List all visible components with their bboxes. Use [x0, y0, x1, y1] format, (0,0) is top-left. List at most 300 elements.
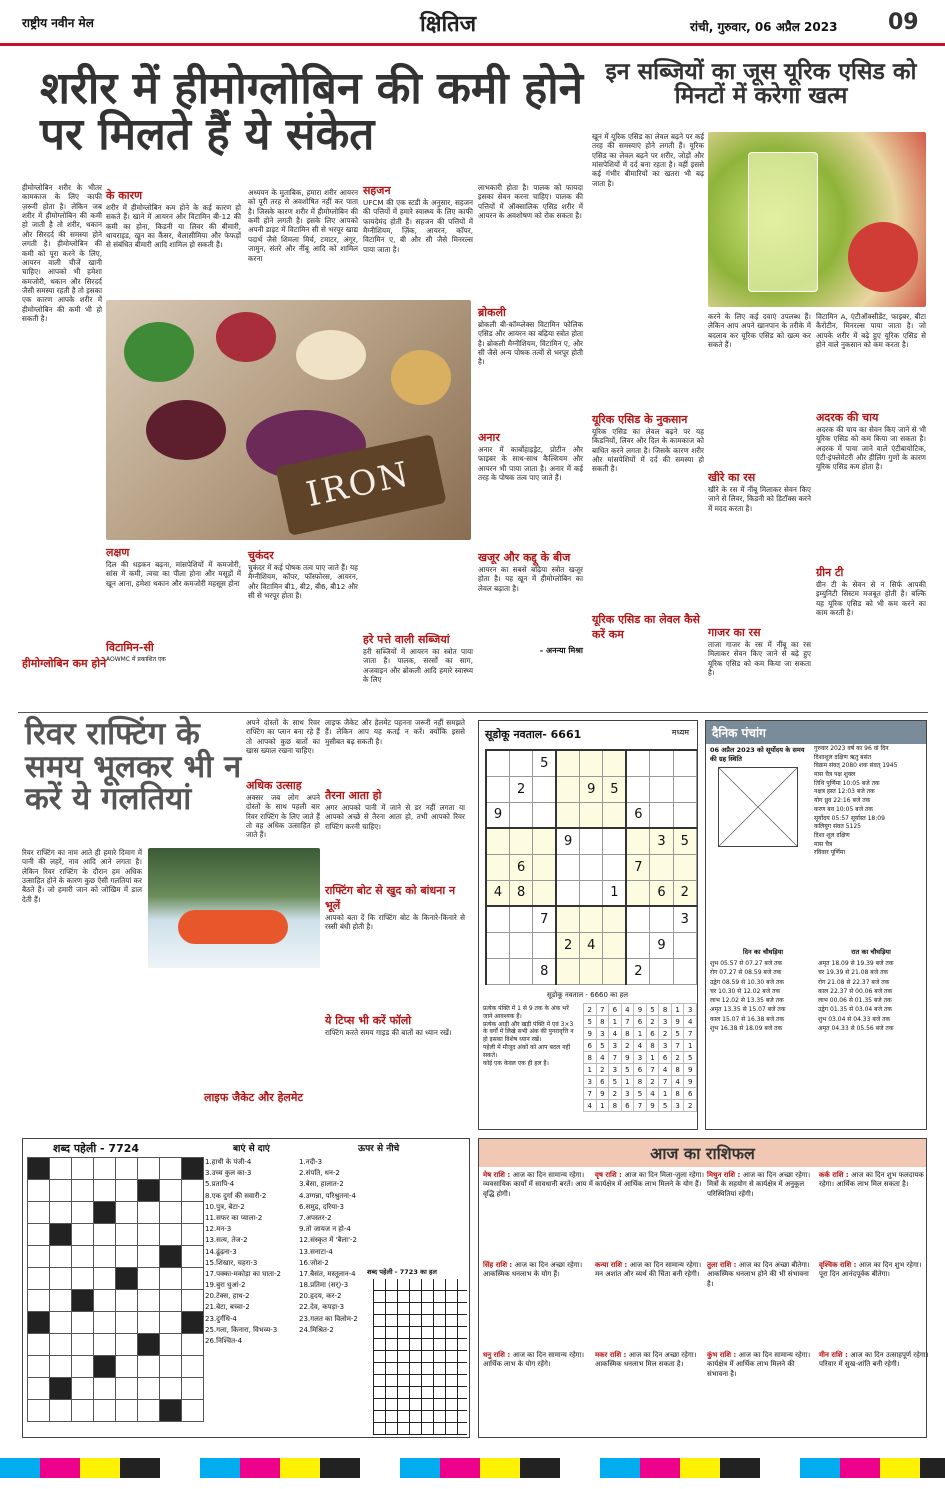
rashi-text: आज का दिन सामान्य रहेगा। व्यवसायिक कार्यों में सावधानी बरतें। आय में वृद्धि होगी।: [483, 1171, 593, 1198]
rule-4: कोई एक केवल एक ही हल है।: [483, 1059, 549, 1067]
panchang-line: करण बव 10:05 बजे तक: [814, 805, 873, 813]
answer-cell: 4: [659, 1064, 672, 1076]
answer-cell: 9: [621, 1052, 634, 1064]
choghadiya-row: चर 19.39 से 21.08 बजे तक: [818, 969, 889, 977]
sudoku-cell[interactable]: 3: [673, 906, 696, 932]
crossword-cell[interactable]: [28, 1158, 50, 1180]
sudoku-cell[interactable]: 2: [556, 932, 579, 958]
crossword-cell[interactable]: [138, 1202, 160, 1224]
choghadiya-row: अमृत 18.09 से 19.39 बजे तक: [818, 960, 894, 967]
crossword-cell[interactable]: [50, 1378, 72, 1400]
answer-cell: 3: [671, 1100, 684, 1112]
sudoku-cell[interactable]: 4: [486, 880, 509, 906]
sudoku-cell[interactable]: [650, 906, 673, 932]
crossword-cell[interactable]: [72, 1180, 94, 1202]
crossword-cell[interactable]: [116, 1202, 138, 1224]
beet-bowl: [146, 400, 226, 460]
crossword-answer-grid: [373, 1279, 467, 1435]
hariveg-block: [363, 548, 473, 707]
sudoku-cell[interactable]: [580, 906, 603, 932]
panchang-line: मास चैत्र पक्ष शुक्ल: [814, 771, 856, 779]
nuts-bowl: [296, 330, 366, 380]
rashifal-grid: [479, 1167, 929, 1443]
khira-heading: खीरे का रस: [708, 471, 756, 484]
sudoku-cell[interactable]: [673, 750, 696, 776]
choghadiya-row: काल 22.37 से 00.06 बजे तक: [818, 987, 893, 995]
sudoku-cell[interactable]: 9: [650, 932, 673, 958]
khira-text: खीरे के रस में नींबू मिलाकर सेवन किए जाने से लिवर, किडनी को डिटॉक्स करने में मदद करता है।: [708, 485, 811, 513]
crossword-cell[interactable]: [138, 1158, 160, 1180]
nuksan-heading: यूरिक एसिड के नुकसान: [592, 413, 688, 426]
sudoku-cell[interactable]: [673, 932, 696, 958]
crossword-cell[interactable]: [182, 1180, 204, 1202]
answer-cell: 4: [646, 1088, 659, 1100]
crossword-clue: 23.दुर्गंधि-4: [205, 1314, 237, 1323]
sudoku-cell[interactable]: [556, 776, 579, 802]
crossword-cell[interactable]: [116, 1400, 138, 1422]
sudoku-cell[interactable]: [626, 880, 649, 906]
sudoku-cell[interactable]: [509, 828, 532, 854]
answer-cell: 6: [634, 1064, 647, 1076]
sudoku-cell[interactable]: 1: [603, 880, 626, 906]
down-title: ऊपर से नीचे: [358, 1144, 400, 1154]
crossword-cell[interactable]: [160, 1180, 182, 1202]
sudoku-cell[interactable]: [533, 776, 556, 802]
answer-cell: 5: [609, 1076, 622, 1088]
sudoku-cell[interactable]: 2: [509, 776, 532, 802]
hb-low-heading: हीमोग्लोबिन कम होने: [22, 657, 107, 670]
rashi-item: [483, 1261, 593, 1349]
crossword-cell[interactable]: [160, 1312, 182, 1334]
boat-text: आपको बता दें कि राफ्टिंग बोट के किनारे-किनारे से रस्सी बंधी होती है।: [325, 913, 465, 932]
rashi-text: आज का दिन मिला-जुला रहेगा। कार्यक्षेत्र में आर्थिक लाभ मिलने के योग हैं।: [595, 1171, 704, 1189]
article2-headline: इन सब्जियों का जूस यूरिक एसिड को मिनटों में करेगा खत्म: [605, 59, 917, 110]
crossword-cell[interactable]: [28, 1224, 50, 1246]
answer-cell: 3: [621, 1088, 634, 1100]
rashi-text: आज का दिन शुभ रहेगा। पूरा दिन आनंदपूर्वक बीतेगा।: [819, 1261, 922, 1279]
sudoku-cell[interactable]: [650, 802, 673, 828]
answer-cell: 7: [634, 1100, 647, 1112]
rashi-name: धनु राशि :: [483, 1351, 513, 1359]
sudoku-cell[interactable]: [486, 932, 509, 958]
sudoku-cell[interactable]: [580, 958, 603, 984]
crossword-title: शब्द पहेली - 7724: [53, 1142, 140, 1155]
crossword-cell[interactable]: [182, 1202, 204, 1224]
crossword-cell[interactable]: [72, 1378, 94, 1400]
life-heading: लाइफ जैकेट और हेलमेट: [204, 1091, 304, 1104]
sudoku-cell[interactable]: 3: [650, 828, 673, 854]
crossword-cell[interactable]: [182, 1378, 204, 1400]
sudoku-cell[interactable]: [556, 802, 579, 828]
boat-heading: राफ्टिंग बोट से खुद को बांधना न भूलें: [325, 884, 456, 912]
answer-cell: 5: [634, 1088, 647, 1100]
crossword-cell[interactable]: [160, 1246, 182, 1268]
sahjan-text: UFCM की एक स्टडी के अनुसार, सहजन की पत्तियों में हमारे स्वास्थ्य के लिए काफी फायदेमंद होती हैं। सहजन की पत्तियों में मैग्नीशियम, ज़िंक, आयरन, कॉपर, विटामिन ए, बी और सी जैसे मिनरल्स पाया जाता है।: [363, 198, 473, 254]
crossword-cell[interactable]: [182, 1158, 204, 1180]
panchang-line: दिशाशूल दक्षिण ऋतु बसंत: [814, 753, 872, 761]
sudoku-cell[interactable]: [580, 854, 603, 880]
sudoku-cell[interactable]: [509, 906, 532, 932]
crossword-cell[interactable]: [116, 1268, 138, 1290]
crossword-cell[interactable]: [182, 1356, 204, 1378]
choghadiya-row: अमृत 13.35 से 15.07 बजे तक: [710, 1006, 786, 1014]
beans-bowl: [216, 312, 276, 362]
sudoku-cell[interactable]: 5: [603, 776, 626, 802]
crossword-clue: 21.बेटा, बच्चा-2: [205, 1303, 250, 1312]
crossword-cell[interactable]: [116, 1224, 138, 1246]
sudoku-cell[interactable]: [509, 932, 532, 958]
rule-1: प्रत्येक पंक्ति में 1 से 9 तक के अंक भरें जाने आवश्यक हैं।: [483, 1005, 569, 1020]
choghadiya-row: शुभ 16.38 से 18.09 बजे तक: [710, 1025, 783, 1033]
crossword-cell[interactable]: [138, 1356, 160, 1378]
crossword-cell[interactable]: [28, 1312, 50, 1334]
sudoku-cell[interactable]: [533, 932, 556, 958]
crossword-cell[interactable]: [94, 1334, 116, 1356]
crossword-cell[interactable]: [160, 1224, 182, 1246]
sudoku-cell[interactable]: [556, 906, 579, 932]
sudoku-cell[interactable]: [673, 854, 696, 880]
answer-cell: 1: [609, 1016, 622, 1028]
khajur-heading: खजूर और कद्दू के बीज: [478, 551, 571, 564]
crossword-cell[interactable]: [160, 1378, 182, 1400]
answer-cell: 2: [621, 1040, 634, 1052]
answer-cell: 2: [671, 1052, 684, 1064]
crossword-cell[interactable]: [94, 1268, 116, 1290]
crossword-cell[interactable]: [160, 1356, 182, 1378]
crossword-cell[interactable]: [94, 1158, 116, 1180]
crossword-clue: 2.संपति, धन-2: [299, 1169, 340, 1178]
rule-2: प्रत्येक आड़ी और खड़ी पंक्ति में एवं 3×3 के वर्गों में लिखे सभी अंक की पुनरावृत्ति न हो इसका विशेष ध्यान रखें।: [483, 1020, 574, 1044]
sudoku-cell[interactable]: [673, 958, 696, 984]
answer-cell: 7: [671, 1040, 684, 1052]
across-title: बाएं से दाएं: [233, 1144, 270, 1154]
crossword-cell[interactable]: [182, 1290, 204, 1312]
rashi-text: आज का दिन शुभ फलदायक रहेगा। आर्थिक लाभ मिल सकता है।: [819, 1171, 924, 1189]
tips-text: राफ्टिंग करते समय गाइड की बातों का ध्यान रखें।: [325, 1028, 452, 1037]
crossword-cell[interactable]: [28, 1378, 50, 1400]
sudoku-cell[interactable]: [533, 854, 556, 880]
crossword-cell[interactable]: [116, 1158, 138, 1180]
panchang-line: तिथि पूर्णिमा 10:05 बजे तक: [814, 779, 880, 787]
crossword-cell[interactable]: [50, 1158, 72, 1180]
article3-headline: रिवर राफ्टिंग के समय भूलकर भी न करें ये गलतियां: [25, 716, 242, 818]
sudoku-cell[interactable]: [486, 906, 509, 932]
answer-cell: 7: [596, 1004, 609, 1016]
hariveg-heading: हरे पत्ते वाली सब्जियां: [363, 633, 450, 646]
sudoku-cell[interactable]: [556, 854, 579, 880]
sudoku-cell[interactable]: [603, 854, 626, 880]
crossword-cell[interactable]: [50, 1312, 72, 1334]
brocoli-heading: ब्रोकली: [478, 306, 506, 319]
sudoku-cell[interactable]: [626, 906, 649, 932]
sudoku-cell[interactable]: [556, 880, 579, 906]
crossword-cell[interactable]: [28, 1202, 50, 1224]
answer-cell: 8: [634, 1076, 647, 1088]
rashifal-box: [478, 1138, 927, 1438]
choghadiya-row: शुभ 05.57 से 07.27 बजे तक: [710, 960, 783, 967]
panchang-subtitle: 06 अप्रैल 2023 को सूर्योदय के समय की ग्रह स्थिति: [710, 746, 805, 763]
crossword-cell[interactable]: [160, 1400, 182, 1422]
crossword-cell[interactable]: [28, 1334, 50, 1356]
rashi-name: सिंह राशि :: [483, 1261, 515, 1269]
sudoku-cell[interactable]: [533, 880, 556, 906]
sudoku-cell[interactable]: [603, 906, 626, 932]
sudoku-cell[interactable]: 2: [626, 958, 649, 984]
crossword-clue: 17.पक्का-मकोड़ा का घाता-2: [205, 1269, 281, 1278]
sudoku-cell[interactable]: 9: [580, 776, 603, 802]
crossword-cell[interactable]: [94, 1202, 116, 1224]
answer-cell: 4: [671, 1076, 684, 1088]
sudoku-cell[interactable]: [533, 828, 556, 854]
sudoku-box: [478, 720, 698, 1130]
sudoku-cell[interactable]: [626, 776, 649, 802]
adhik-text: अक्सर जब लोग अपने दोस्तों के साथ पहली बार रिवर राफ्टिंग के लिए जाते हैं तो वह अधिक उत्साहित हो जाते हैं।: [246, 793, 320, 840]
rashi-text: आज का दिन सामान्य रहेगा। आर्थिक लाभ के योग रहेंगे।: [483, 1351, 585, 1369]
crossword-cell[interactable]: [50, 1180, 72, 1202]
choghadiya-row: लाभ 00.06 से 01.35 बजे तक: [818, 997, 892, 1005]
answer-cell: 2: [646, 1016, 659, 1028]
crossword-cell[interactable]: [160, 1334, 182, 1356]
sudoku-cell[interactable]: [626, 932, 649, 958]
answer-cell: 7: [621, 1016, 634, 1028]
crossword-clue: 22.देव, कपड़ा-3: [299, 1303, 345, 1312]
apple: [848, 222, 918, 292]
crossword-cell[interactable]: [50, 1334, 72, 1356]
day-choghadiya: [710, 959, 816, 1033]
sudoku-cell[interactable]: [580, 750, 603, 776]
crossword-cell[interactable]: [116, 1246, 138, 1268]
sudoku-cell[interactable]: 6: [650, 880, 673, 906]
sahjan-heading: सहजन: [363, 184, 391, 197]
crossword-cell[interactable]: [138, 1246, 160, 1268]
crossword-cell[interactable]: [116, 1290, 138, 1312]
crossword-clue: 24.मिश्रित-2: [299, 1325, 334, 1334]
sudoku-cell[interactable]: [603, 802, 626, 828]
crossword-cell[interactable]: [160, 1268, 182, 1290]
crossword-cell[interactable]: [160, 1202, 182, 1224]
sudoku-cell[interactable]: 9: [486, 802, 509, 828]
sudoku-cell[interactable]: 9: [556, 828, 579, 854]
crossword-cell[interactable]: [138, 1290, 160, 1312]
crossword-cell[interactable]: [72, 1268, 94, 1290]
sudoku-cell[interactable]: 8: [533, 958, 556, 984]
crossword-cell[interactable]: [72, 1356, 94, 1378]
crossword-cell[interactable]: [160, 1158, 182, 1180]
sudoku-cell[interactable]: [626, 828, 649, 854]
crossword-cell[interactable]: [182, 1268, 204, 1290]
sudoku-cell[interactable]: [626, 750, 649, 776]
article3-col2-text: अपने दोस्तों के साथ रिवर राफ्टिंग का प्लान बना रहे हैं तो आपको कुछ बातों का खास ख्याल रखना चाहिए।: [246, 718, 320, 756]
rule-3: पहेली में मौजूद अंकों को आप बदल नहीं सकते।: [483, 1043, 571, 1059]
rashi-item: [819, 1351, 929, 1439]
crossword-cell[interactable]: [72, 1312, 94, 1334]
crossword-cell[interactable]: [138, 1224, 160, 1246]
answer-cell: 2: [609, 1088, 622, 1100]
crossword-cell[interactable]: [50, 1290, 72, 1312]
crossword-cell[interactable]: [94, 1290, 116, 1312]
sudoku-cell[interactable]: [486, 828, 509, 854]
adrak-text: अदरक की चाय का सेवन किए जाने से भी यूरिक एसिड को कम किया जा सकता है। अदरक में पाया जाने वाले एंटीबायोटिक, एंटी-इंफ्लेमेटरी और हीलिंग गुणों के कारण यूरिक एसिड कम होता है।: [816, 425, 926, 472]
crossword-cell[interactable]: [138, 1334, 160, 1356]
sudoku-cell[interactable]: [509, 750, 532, 776]
crossword-cell[interactable]: [138, 1312, 160, 1334]
crossword-cell[interactable]: [28, 1268, 50, 1290]
sudoku-cell[interactable]: [533, 802, 556, 828]
sudoku-cell[interactable]: 5: [533, 750, 556, 776]
sudoku-cell[interactable]: 5: [673, 828, 696, 854]
crossword-clue: 13.सत्य, तेज-2: [205, 1236, 248, 1245]
sudoku-cell[interactable]: [603, 750, 626, 776]
sudoku-cell[interactable]: 6: [626, 802, 649, 828]
section-title: क्षितिज: [420, 12, 477, 37]
crossword-clue: 12.मन-3: [205, 1225, 232, 1234]
sudoku-cell[interactable]: [509, 958, 532, 984]
choghadiya-row: लाभ 12.02 से 13.35 बजे तक: [710, 997, 784, 1005]
crossword-cell[interactable]: [50, 1356, 72, 1378]
sudoku-cell[interactable]: [580, 880, 603, 906]
crossword-cell[interactable]: [94, 1246, 116, 1268]
article1-col3: अध्ययन के मुताबिक, हमारा शरीर आयरन को पूरी तरह से अवशोषित नहीं कर पाता है। जिसके कारण शरीर में हीमोग्लोबिन की कमी होने लगती है। इसके लिए आपको अपनी डाइट में विटामिन सी से भरपूर खाद्य पदार्थ जैसे शिमला मिर्च, टमाटर, अंगूर, जामुन, संतरे और नींबू आदि को शामिल करना: [248, 188, 358, 263]
answer-cell: 9: [596, 1088, 609, 1100]
crossword-cell[interactable]: [182, 1400, 204, 1422]
sudoku-cell[interactable]: 2: [673, 880, 696, 906]
answer-cell: 3: [596, 1028, 609, 1040]
sudoku-cell[interactable]: [650, 776, 673, 802]
crossword-cell[interactable]: [28, 1356, 50, 1378]
crossword-clue: 26.निश्चित-4: [205, 1337, 243, 1345]
crossword-cell[interactable]: [94, 1356, 116, 1378]
crossword-cell[interactable]: [160, 1290, 182, 1312]
panchang-line: गुरुवार 2023 वर्ष का 96 वां दिन: [814, 745, 889, 752]
crossword-answer-title: शब्द पहेली - 7723 का हल: [367, 1268, 437, 1276]
crossword-cell[interactable]: [28, 1180, 50, 1202]
sudoku-cell[interactable]: [580, 828, 603, 854]
crossword-cell[interactable]: [50, 1224, 72, 1246]
crossword-cell[interactable]: [116, 1334, 138, 1356]
article1-col2-text: शरीर में हीमोग्लोबिन कम होने के कई कारण हो सकते हैं। खाने में आयरन और विटामिन बी-12 की कमी का होना, किडनी या लिवर की बीमारी, थायराइड, खून का कैंसर, थैलासीमिया और फेफड़ों से संबंधित बीमारी आदि शामिल हो सकती हैं।: [106, 203, 241, 250]
rashi-text: आज का दिन सामान्य रहेगा। कार्यक्षेत्र में आर्थिक लाभ मिलने की संभावना है।: [707, 1351, 811, 1378]
crossword-cell[interactable]: [50, 1268, 72, 1290]
answer-cell: 4: [634, 1040, 647, 1052]
raft: [178, 910, 288, 944]
rashi-name: कुंभ राशि :: [707, 1351, 739, 1359]
crossword-cell[interactable]: [116, 1378, 138, 1400]
sudoku-cell[interactable]: [556, 750, 579, 776]
article1-col2-heading: के कारण: [106, 189, 143, 202]
sudoku-cell[interactable]: [650, 854, 673, 880]
sudoku-cell[interactable]: [603, 932, 626, 958]
hariveg-text: हरी सब्जियों में आयरन का स्त्रोत पाया जाता है। पालक, सरसों का साग, अजवाइन और ब्रोकली आदि हमारे स्वास्थ्य के लिए: [363, 647, 473, 685]
sudoku-cell[interactable]: [673, 802, 696, 828]
crossword-clue: 19.बुरा धुआं-2: [205, 1281, 246, 1290]
crossword-cell[interactable]: [94, 1378, 116, 1400]
sudoku-cell[interactable]: [486, 776, 509, 802]
crossword-cell[interactable]: [72, 1224, 94, 1246]
crossword-cell[interactable]: [72, 1334, 94, 1356]
rashi-item: [595, 1171, 705, 1259]
answer-cell: 8: [659, 1004, 672, 1016]
crossword-clue: 13.सनाटा-4: [299, 1247, 333, 1256]
crossword-cell[interactable]: [50, 1400, 72, 1422]
sudoku-cell[interactable]: [486, 958, 509, 984]
rashi-item: [707, 1351, 817, 1439]
article1-col5: लाभकारी होता है। पालक को फायदा इसका सेवन करना चाहिए। पालक की पत्तियों में ऑक्सालिक एसिड शरीर में आयरन के अवशोषण को रोक सकता है।: [478, 183, 583, 221]
sudoku-cell[interactable]: [603, 958, 626, 984]
sudoku-cell[interactable]: [603, 828, 626, 854]
sudoku-cell[interactable]: [486, 854, 509, 880]
answer-cell: 4: [621, 1004, 634, 1016]
answer-cell: 4: [684, 1016, 697, 1028]
crossword-cell[interactable]: [138, 1378, 160, 1400]
crossword-cell[interactable]: [182, 1224, 204, 1246]
crossword-cell[interactable]: [28, 1400, 50, 1422]
crossword-cell[interactable]: [94, 1224, 116, 1246]
answer-cell: 1: [596, 1100, 609, 1112]
crossword-cell[interactable]: [50, 1202, 72, 1224]
answer-cell: 8: [621, 1028, 634, 1040]
crossword-cell[interactable]: [182, 1334, 204, 1356]
answer-cell: 1: [634, 1028, 647, 1040]
sudoku-cell[interactable]: 7: [626, 854, 649, 880]
crossword-cell[interactable]: [182, 1246, 204, 1268]
crossword-cell[interactable]: [182, 1312, 204, 1334]
sudoku-cell[interactable]: 6: [509, 854, 532, 880]
answer-cell: 4: [596, 1052, 609, 1064]
crossword-cell[interactable]: [28, 1246, 50, 1268]
crossword-cell[interactable]: [72, 1246, 94, 1268]
sudoku-cell[interactable]: [650, 958, 673, 984]
khajur-text: आयरन का सबसे बढ़िया स्त्रोत खजूर होता है। यह खून में हीमोग्लोबिन का लेवल बढ़ाता है।: [478, 565, 583, 593]
crossword-cell[interactable]: [116, 1356, 138, 1378]
answer-cell: 7: [584, 1088, 597, 1100]
sudoku-cell[interactable]: [556, 958, 579, 984]
crossword-cell[interactable]: [50, 1246, 72, 1268]
crossword-clue: 3.बेसा, हालात-2: [299, 1180, 344, 1189]
rashi-name: वृश्चिक राशि :: [819, 1261, 859, 1269]
rashi-item: [483, 1351, 593, 1439]
answer-cell: 1: [671, 1004, 684, 1016]
sudoku-cell[interactable]: [509, 802, 532, 828]
crossword-cell[interactable]: [72, 1290, 94, 1312]
sudoku-cell[interactable]: [673, 776, 696, 802]
article1-col1: हीमोग्लोबिन शरीर के भीतर कामकाज के लिए काफी ज़रूरी होता है। लेकिन जब शरीर में हीमोग्लोबिन की कमी हो जाती है तो शरीर, थकान और सिरदर्द की समस्या होने लगती है। हीमोग्लोबिन की कमी को पूरा करने के लिए, आयरन वाली चीजें खानी चाहिए। आपको भी हमेशा कमजोरी, थकान और सिरदर्द जैसी समस्या रहती है तो इसका एक कारण आपके शरीर में हीमोग्लोबिन की कमी भी हो सकती है।: [22, 183, 102, 324]
crossword-cell[interactable]: [116, 1180, 138, 1202]
choghadiya-row: चर 10.30 से 12.02 बजे तक: [710, 987, 781, 995]
crossword-cell[interactable]: [72, 1158, 94, 1180]
crossword-clue: 5.प्रतापि-4: [205, 1180, 235, 1189]
crossword-clue: 20.टेक्स, हाथ-2: [205, 1292, 250, 1301]
crossword-cell[interactable]: [138, 1268, 160, 1290]
crossword-cell[interactable]: [116, 1312, 138, 1334]
crossword-cell[interactable]: [138, 1180, 160, 1202]
sudoku-cell[interactable]: 8: [509, 880, 532, 906]
crossword-cell[interactable]: [94, 1400, 116, 1422]
crossword-cell[interactable]: [94, 1312, 116, 1334]
crossword-cell[interactable]: [94, 1180, 116, 1202]
crossword-cell[interactable]: [138, 1400, 160, 1422]
sudoku-cell[interactable]: [650, 750, 673, 776]
answer-cell: 6: [646, 1028, 659, 1040]
crossword-cell[interactable]: [28, 1290, 50, 1312]
sudoku-cell[interactable]: [580, 802, 603, 828]
sudoku-cell[interactable]: 7: [533, 906, 556, 932]
lakshan-block: [106, 545, 241, 663]
crossword-cell[interactable]: [72, 1202, 94, 1224]
answer-cell: 1: [584, 1064, 597, 1076]
sudoku-cell[interactable]: 4: [580, 932, 603, 958]
sudoku-cell[interactable]: [486, 750, 509, 776]
crossword-cell[interactable]: [72, 1400, 94, 1422]
